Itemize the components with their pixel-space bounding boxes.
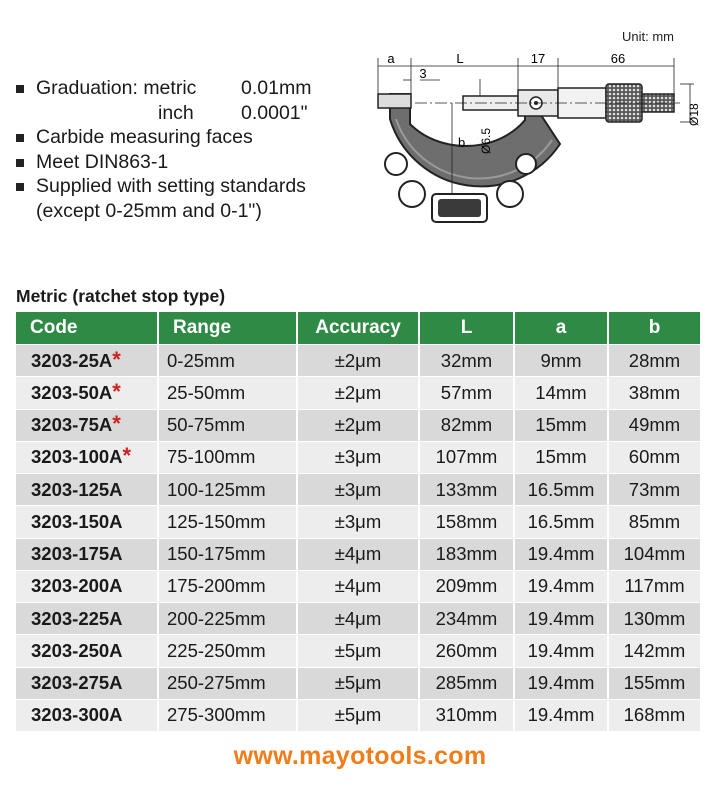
- b-cell: 117mm: [608, 570, 700, 602]
- accuracy-cell: ±2μm: [297, 345, 419, 377]
- feature-item: Carbide measuring faces: [14, 125, 311, 150]
- b-cell: 73mm: [608, 474, 700, 506]
- l-cell: 234mm: [419, 603, 514, 635]
- table-row: [16, 345, 700, 377]
- l-cell: 158mm: [419, 506, 514, 538]
- spec-table: [16, 312, 700, 731]
- accuracy-cell: ±5μm: [297, 699, 419, 731]
- star-mark: *: [122, 443, 132, 469]
- a-cell: 19.4mm: [514, 667, 608, 699]
- l-cell: 285mm: [419, 667, 514, 699]
- b-cell: 85mm: [608, 506, 700, 538]
- dim-17-label: 17: [530, 51, 546, 66]
- code-cell: 3203-300A: [16, 699, 158, 731]
- frame-hole: [385, 153, 407, 175]
- table-row: [16, 667, 700, 699]
- b-cell: 38mm: [608, 377, 700, 409]
- table-row: [16, 506, 700, 538]
- table-row: [16, 409, 700, 441]
- code-cell: 3203-50A: [31, 381, 113, 403]
- range-cell: 75-100mm: [158, 441, 297, 473]
- l-cell: 107mm: [419, 441, 514, 473]
- feature-graduation: [14, 76, 311, 125]
- b-cell: 142mm: [608, 635, 700, 667]
- a-cell: 19.4mm: [514, 603, 608, 635]
- table-row: [16, 603, 700, 635]
- l-cell: 183mm: [419, 538, 514, 570]
- accuracy-cell: ±2μm: [297, 409, 419, 441]
- range-cell: 25-50mm: [158, 377, 297, 409]
- a-cell: 15mm: [514, 409, 608, 441]
- feature-list: [14, 76, 311, 223]
- frame-hole: [516, 154, 536, 174]
- graduation-label: Graduation: metric: [36, 77, 197, 99]
- feature-item: Meet DIN863-1: [14, 150, 311, 175]
- accuracy-cell: ±5μm: [297, 635, 419, 667]
- range-cell: 125-150mm: [158, 506, 297, 538]
- a-cell: 16.5mm: [514, 506, 608, 538]
- bullet-icon: [16, 159, 24, 167]
- a-cell: 19.4mm: [514, 570, 608, 602]
- code-cell: 3203-150A: [16, 506, 158, 538]
- dim-l-label: L: [456, 51, 464, 66]
- table-header-row: [16, 312, 700, 345]
- dim-d65-label: Ø6.5: [479, 127, 493, 154]
- code-cell: 3203-25A: [31, 349, 113, 371]
- accuracy-cell: ±4μm: [297, 538, 419, 570]
- range-cell: 150-175mm: [158, 538, 297, 570]
- table-row: [16, 570, 700, 602]
- star-mark: *: [112, 411, 121, 437]
- frame-hole: [399, 181, 425, 207]
- section-title: Metric (ratchet stop type): [16, 286, 226, 306]
- l-cell: 310mm: [419, 699, 514, 731]
- accuracy-cell: ±5μm: [297, 667, 419, 699]
- table-row: [16, 377, 700, 409]
- b-cell: 28mm: [608, 345, 700, 377]
- header-accuracy: Accuracy: [297, 312, 419, 345]
- code-cell: 3203-225A: [16, 603, 158, 635]
- l-cell: 209mm: [419, 570, 514, 602]
- header-b: b: [608, 312, 700, 345]
- a-cell: 9mm: [514, 345, 608, 377]
- table-row: [16, 699, 700, 731]
- table-row: [16, 538, 700, 570]
- anvil: [378, 94, 411, 108]
- code-cell: 3203-200A: [16, 570, 158, 602]
- header-code: Code: [16, 312, 158, 345]
- table-row: [16, 635, 700, 667]
- range-cell: 100-125mm: [158, 474, 297, 506]
- accuracy-cell: ±3μm: [297, 474, 419, 506]
- star-mark: *: [112, 378, 121, 404]
- b-cell: 60mm: [608, 441, 700, 473]
- a-cell: 19.4mm: [514, 699, 608, 731]
- accuracy-cell: ±3μm: [297, 441, 419, 473]
- header-l: L: [419, 312, 514, 345]
- range-cell: 200-225mm: [158, 603, 297, 635]
- b-cell: 168mm: [608, 699, 700, 731]
- code-cell: 3203-275A: [16, 667, 158, 699]
- range-cell: 250-275mm: [158, 667, 297, 699]
- table-row: [16, 441, 700, 473]
- code-cell: 3203-100A: [31, 446, 123, 468]
- frame-hole: [497, 181, 523, 207]
- b-cell: 155mm: [608, 667, 700, 699]
- accuracy-cell: ±2μm: [297, 377, 419, 409]
- a-cell: 15mm: [514, 441, 608, 473]
- l-cell: 57mm: [419, 377, 514, 409]
- l-cell: 82mm: [419, 409, 514, 441]
- code-cell: 3203-250A: [16, 635, 158, 667]
- micrometer-diagram: [360, 44, 705, 244]
- website-link[interactable]: www.mayotools.com: [233, 742, 487, 770]
- b-cell: 130mm: [608, 603, 700, 635]
- graduation-inch-label: inch: [158, 101, 194, 124]
- l-cell: 260mm: [419, 635, 514, 667]
- a-cell: 16.5mm: [514, 474, 608, 506]
- bullet-icon: [16, 134, 24, 142]
- l-cell: 133mm: [419, 474, 514, 506]
- b-cell: 104mm: [608, 538, 700, 570]
- range-cell: 225-250mm: [158, 635, 297, 667]
- code-cell: 3203-175A: [16, 538, 158, 570]
- a-cell: 19.4mm: [514, 538, 608, 570]
- dim-d18-label: Ø18: [687, 103, 701, 126]
- dim-b-label: b: [458, 135, 466, 150]
- dim-66-label: 66: [610, 51, 626, 66]
- range-cell: 275-300mm: [158, 699, 297, 731]
- star-mark: *: [112, 346, 121, 372]
- dim-a-label: a: [387, 51, 395, 66]
- l-cell: 32mm: [419, 345, 514, 377]
- a-cell: 14mm: [514, 377, 608, 409]
- range-cell: 0-25mm: [158, 345, 297, 377]
- accuracy-cell: ±3μm: [297, 506, 419, 538]
- accuracy-cell: ±4μm: [297, 570, 419, 602]
- accuracy-cell: ±4μm: [297, 603, 419, 635]
- header-a: a: [514, 312, 608, 345]
- graduation-inch-value: 0.0001": [241, 101, 308, 124]
- code-cell: 3203-75A: [31, 414, 113, 436]
- feature-item-continued: (except 0-25mm and 0-1"): [36, 199, 262, 222]
- range-cell: 50-75mm: [158, 409, 297, 441]
- feature-item: Supplied with setting standards: [14, 174, 311, 199]
- dim-3-label: 3: [419, 66, 427, 81]
- table-row: [16, 474, 700, 506]
- code-cell: 3203-125A: [16, 474, 158, 506]
- bullet-icon: [16, 85, 24, 93]
- header-range: Range: [158, 312, 297, 345]
- range-cell: 175-200mm: [158, 570, 297, 602]
- unit-note: Unit: mm: [622, 29, 674, 44]
- b-cell: 49mm: [608, 409, 700, 441]
- a-cell: 19.4mm: [514, 635, 608, 667]
- graduation-metric-value: 0.01mm: [241, 77, 312, 99]
- bullet-icon: [16, 183, 24, 191]
